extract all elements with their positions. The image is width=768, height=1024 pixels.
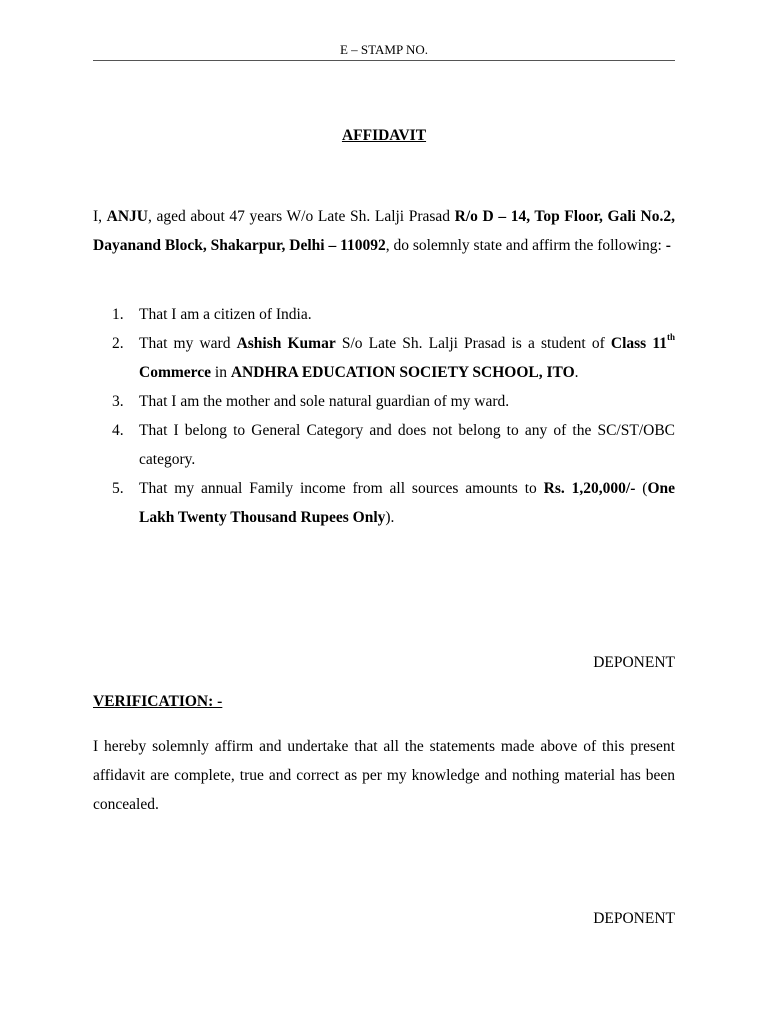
verification-heading: VERIFICATION: - bbox=[93, 693, 223, 710]
item5-end: ). bbox=[385, 509, 395, 526]
list-number: 5. bbox=[112, 480, 124, 497]
item2-end: . bbox=[574, 364, 579, 381]
intro-text-2: , aged about 47 years W/o Late Sh. Lalji Prasad bbox=[148, 208, 455, 225]
income-amount: Rs. 1,20,000/- bbox=[543, 480, 636, 497]
item5-text-a: That my annual Family income from all sources amounts to bbox=[139, 480, 544, 497]
document-title: AFFIDAVIT bbox=[341, 127, 427, 144]
stamp-header: E – STAMP NO. bbox=[339, 42, 429, 57]
list-text bbox=[139, 329, 675, 387]
ward-name: Ashish Kumar bbox=[236, 335, 336, 352]
list-number: 2. bbox=[112, 335, 124, 352]
item5-text-b: ( bbox=[635, 480, 648, 497]
list-item bbox=[112, 329, 675, 387]
list-text: That I am the mother and sole natural guardian of my ward. bbox=[139, 393, 510, 410]
list-item bbox=[112, 387, 675, 416]
item2-text-a: That my ward bbox=[139, 335, 237, 352]
income-in-words: One Lakh Twenty Thousand Rupees Only bbox=[139, 480, 675, 526]
deponent-name: ANJU bbox=[106, 208, 148, 225]
list-item bbox=[112, 474, 675, 532]
list-number: 1. bbox=[112, 306, 124, 323]
list-text bbox=[139, 474, 675, 532]
intro-paragraph bbox=[93, 203, 675, 260]
school-name: ANDHRA EDUCATION SOCIETY SCHOOL, ITO bbox=[230, 364, 575, 381]
list-text: That I belong to General Category and does not belong to any of the SC/ST/OBC category. bbox=[139, 422, 675, 468]
intro-dash: - bbox=[665, 236, 671, 254]
intro-text-1: I, bbox=[93, 208, 107, 225]
item2-in: in bbox=[211, 364, 231, 381]
header-divider bbox=[93, 60, 675, 61]
deponent-signature-label-final: DEPONENT bbox=[593, 910, 675, 927]
list-number: 3. bbox=[112, 393, 124, 410]
class-stream: Commerce bbox=[139, 364, 212, 381]
list-item bbox=[112, 300, 675, 329]
class-label: Class 11 bbox=[610, 335, 667, 352]
verification-body: I hereby solemnly affirm and undertake that all the statements made above of this present affidavit are complete, true and correct as per my knowledge and nothing material has been concealed. bbox=[93, 738, 675, 813]
item2-text-b: S/o Late Sh. Lalji Prasad is a student of bbox=[335, 335, 611, 352]
class-superscript: th bbox=[666, 332, 675, 342]
statement-list bbox=[112, 300, 675, 532]
list-text: That I am a citizen of India. bbox=[139, 306, 312, 323]
deponent-address: R/o D – 14, Top Floor, Gali No.2, Dayanand Block, Shakarpur, Delhi – 110092 bbox=[93, 208, 675, 254]
intro-text-3: , do solemnly state and affirm the following: bbox=[385, 236, 666, 254]
deponent-signature-label: DEPONENT bbox=[593, 654, 675, 671]
list-item bbox=[112, 416, 675, 474]
list-number: 4. bbox=[112, 422, 124, 439]
